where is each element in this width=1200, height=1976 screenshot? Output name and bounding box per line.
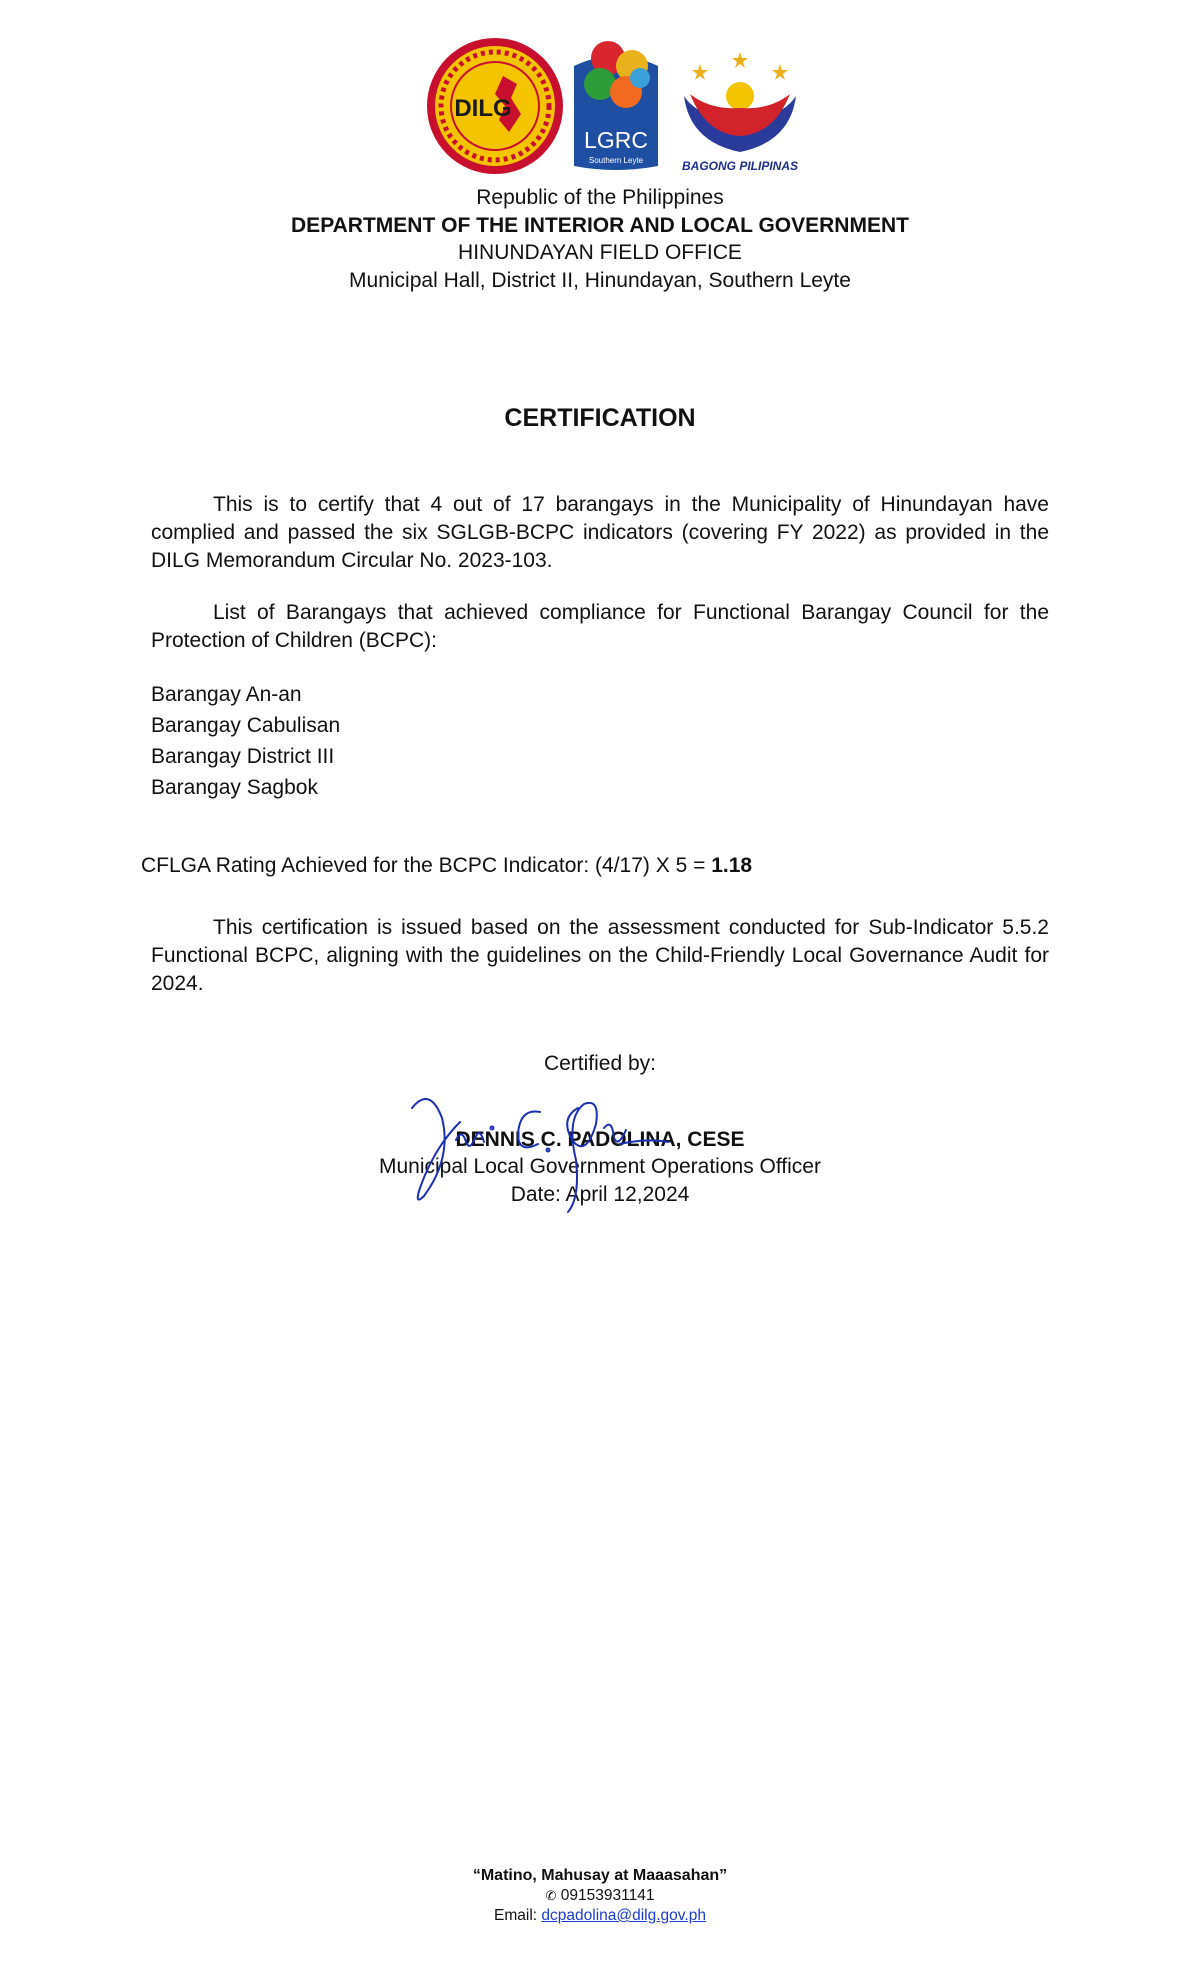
signature-block bbox=[0, 1050, 1200, 1208]
cflga-rating bbox=[141, 854, 752, 878]
list-item: Barangay Cabulisan bbox=[151, 714, 341, 737]
email-link[interactable]: dcpadolina@dilg.gov.ph bbox=[541, 1907, 706, 1924]
footer bbox=[0, 1866, 1200, 1926]
field-office-name: HINUNDAYAN FIELD OFFICE bbox=[458, 241, 742, 264]
list-item: Barangay An-an bbox=[151, 683, 302, 706]
paragraph-2-text: List of Barangays that achieved compliance for Functional Barangay Council for the Protection of Children (BCPC): bbox=[151, 601, 1049, 652]
svg-text:Southern Leyte: Southern Leyte bbox=[588, 156, 644, 165]
phone-line bbox=[0, 1886, 1200, 1906]
document-title: CERTIFICATION bbox=[504, 404, 696, 432]
email-label: Email: bbox=[494, 1907, 542, 1924]
logo-row bbox=[0, 36, 1200, 176]
barangay-list bbox=[151, 679, 340, 803]
svg-text:DILG: DILG bbox=[454, 95, 512, 122]
rating-label: CFLGA Rating Achieved for the BCPC Indicator: (4/17) X 5 = bbox=[141, 854, 712, 877]
email-line bbox=[0, 1906, 1200, 1926]
motto: “Matino, Mahusay at Maaasahan” bbox=[472, 1867, 728, 1884]
signatory-position: Municipal Local Government Operations Officer bbox=[379, 1155, 821, 1178]
certified-by-label: Certified by: bbox=[543, 1052, 657, 1075]
dilg-seal-logo bbox=[425, 36, 565, 176]
barangay-list-intro bbox=[151, 599, 1049, 655]
department-name: DEPARTMENT OF THE INTERIOR AND LOCAL GOVERNMENT bbox=[291, 213, 909, 237]
office-address: Municipal Hall, District II, Hinundayan, Southern Leyte bbox=[349, 268, 851, 292]
basis-paragraph bbox=[151, 914, 1049, 998]
list-item: Barangay Sagbok bbox=[151, 776, 318, 799]
certification-paragraph bbox=[151, 491, 1049, 575]
phone-icon: ✆ bbox=[545, 1888, 557, 1903]
phone-number: 09153931141 bbox=[560, 1887, 655, 1904]
republic-line: Republic of the Philippines bbox=[476, 186, 724, 209]
letterhead bbox=[0, 184, 1200, 294]
paragraph-3-text: This certification is issued based on the assessment conducted for Sub-Indicator 5.5.2 Functional BCPC, aligning with the guidelines on the Child-Friendly Local Governance Audit for 2024. bbox=[151, 916, 1049, 995]
signature-date: Date: April 12,2024 bbox=[510, 1182, 690, 1206]
paragraph-1-text: This is to certify that 4 out of 17 barangays in the Municipality of Hinundayan have complied and passed the six SGLGB-BCPC indicators (covering FY 2022) as provided in the DILG Memorandum Circular No. 2023-103. bbox=[151, 493, 1049, 572]
bagong-pilipinas-logo bbox=[670, 46, 810, 176]
signatory-name: DENNIS C. PADOLINA, CESE bbox=[455, 1127, 745, 1151]
list-item: Barangay District III bbox=[151, 745, 335, 768]
svg-text:BAGONG PILIPINAS: BAGONG PILIPINAS bbox=[681, 159, 799, 173]
rating-value: 1.18 bbox=[711, 854, 753, 877]
svg-text:LGRC: LGRC bbox=[584, 127, 648, 153]
lgrc-logo bbox=[566, 36, 666, 176]
